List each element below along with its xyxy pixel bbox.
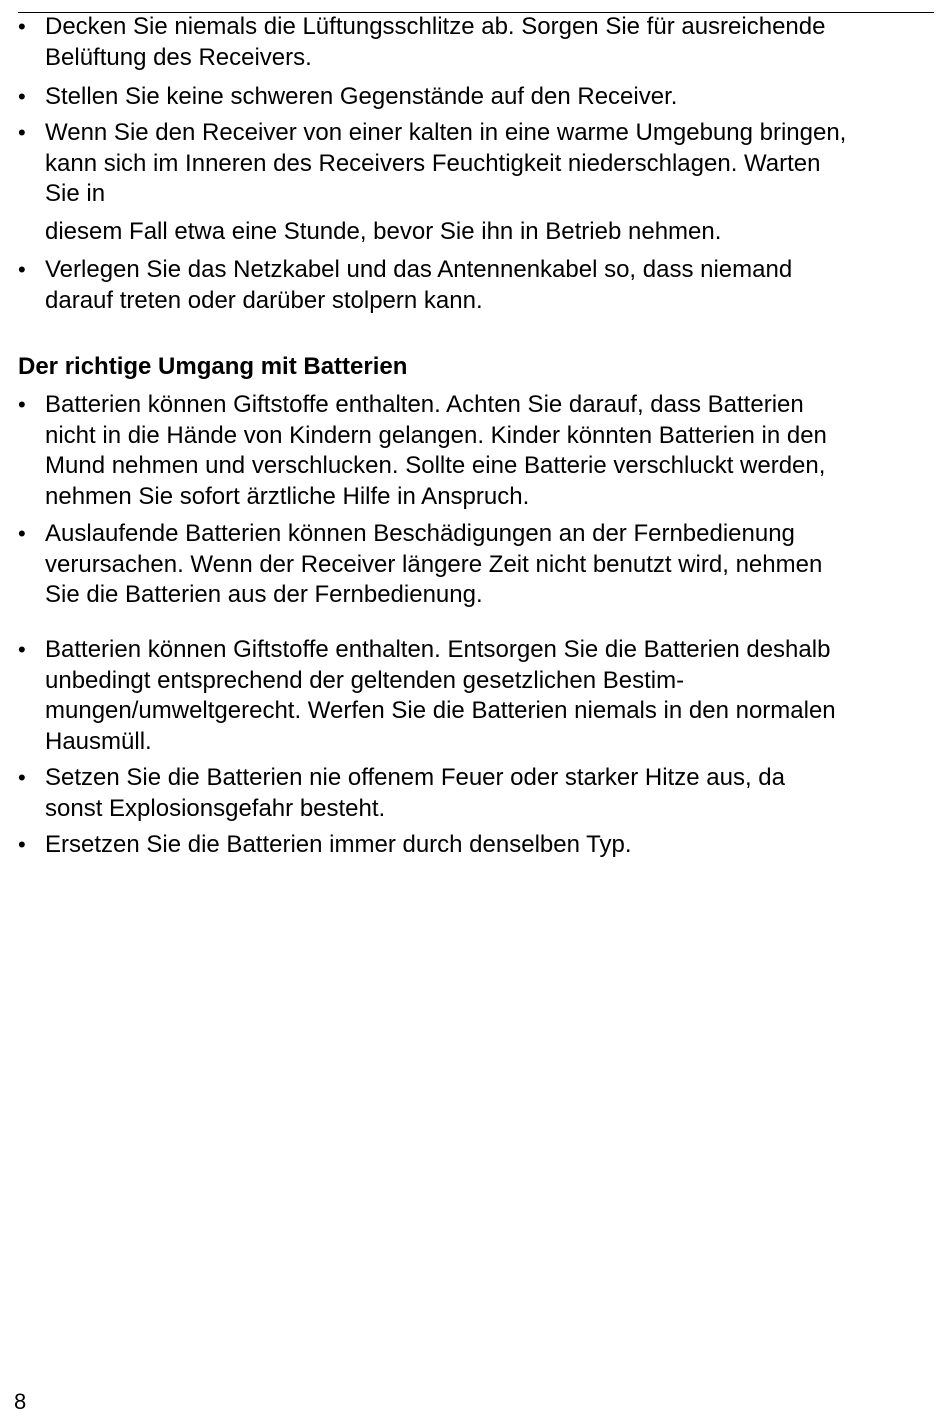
section-heading: Der richtige Umgang mit Batterien — [18, 353, 408, 380]
bullet-item — [18, 519, 938, 611]
bullet-text: Batterien können Giftstoffe enthalten. Achten Sie darauf, dass Batterien nicht in die Hände von Kindern gelangen. Kinder könnten Batterien in den Mund nehmen und verschlucken. Sollte eine Batterie verschluckt werden, nehmen Sie sofort ärztliche Hilfe in Anspruch. — [45, 391, 827, 510]
bullet-icon: • — [18, 521, 26, 546]
bullet-text: Decken Sie niemals die Lüftungsschlitze ab. Sorgen Sie für ausreichende Belüftung des Receivers. — [45, 13, 826, 71]
bullet-text: Wenn Sie den Receiver von einer kalten in eine warme Umgebung bringen, kann sich im Inneren des Receivers Feuchtigkeit niederschlagen. Warten Sie in — [45, 119, 847, 207]
bullet-item — [18, 390, 938, 512]
bullet-icon: • — [18, 84, 26, 109]
bullet-continuation: diesem Fall etwa eine Stunde, bevor Sie ihn in Betrieb nehmen. — [45, 218, 722, 245]
bullet-item — [18, 118, 938, 210]
bullet-icon: • — [18, 765, 26, 790]
bullet-text: Auslaufende Batterien können Beschädigungen an der Fernbedienung verursachen. Wenn der Receiver längere Zeit nicht benutzt wird, nehmen Sie die Batterien aus der Fernbedienung. — [45, 520, 823, 608]
bullet-item — [18, 763, 938, 824]
bullet-item — [18, 82, 938, 113]
bullet-text: Setzen Sie die Batterien nie offenem Feuer oder starker Hitze aus, da sonst Explosionsgefahr besteht. — [45, 764, 785, 822]
bullet-item — [18, 635, 938, 757]
bullet-item — [18, 255, 938, 316]
bullet-item — [18, 12, 938, 73]
bullet-item — [18, 830, 938, 861]
bullet-icon: • — [18, 14, 26, 39]
bullet-text: Verlegen Sie das Netzkabel und das Antennenkabel so, dass niemand darauf treten oder darüber stolpern kann. — [45, 256, 793, 314]
bullet-icon: • — [18, 392, 26, 417]
bullet-text: Ersetzen Sie die Batterien immer durch denselben Typ. — [45, 831, 632, 858]
bullet-icon: • — [18, 832, 26, 857]
bullet-icon: • — [18, 637, 26, 662]
page-number: 8 — [14, 1389, 27, 1414]
bullet-icon: • — [18, 120, 26, 145]
bullet-icon: • — [18, 257, 26, 282]
bullet-text: Batterien können Giftstoffe enthalten. Entsorgen Sie die Batterien deshalb unbedingt entsprechend der geltenden gesetzlichen Bestim- mungen/umweltgerecht. Werfen Sie die Batterien niemals in den normalen Hausmüll. — [45, 636, 836, 755]
bullet-text: Stellen Sie keine schweren Gegenstände auf den Receiver. — [45, 83, 678, 110]
